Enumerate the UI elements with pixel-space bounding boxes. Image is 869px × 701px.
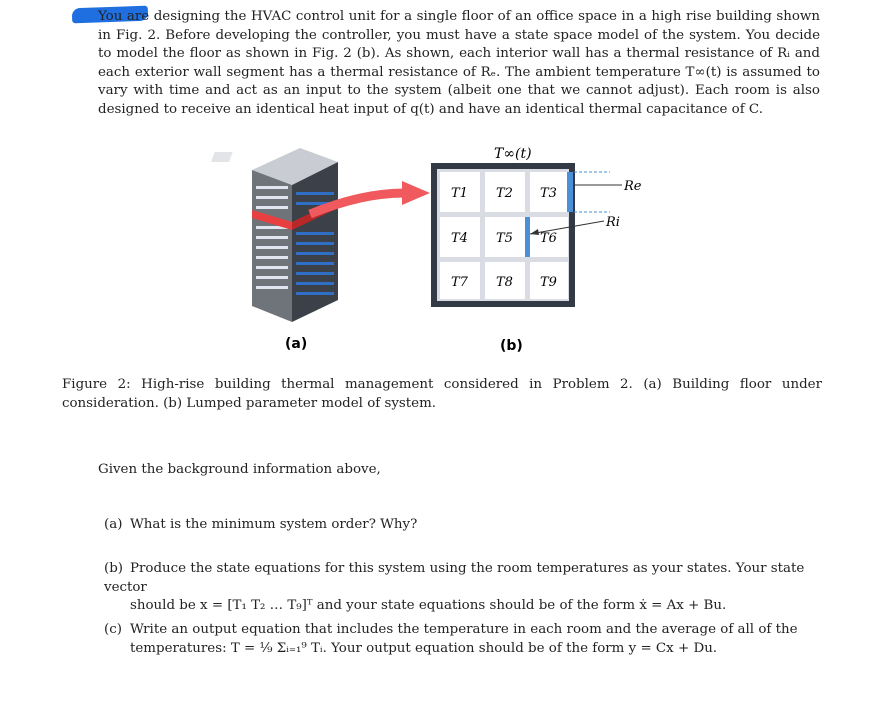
room-label-t8: T8	[496, 275, 513, 290]
room-label-t7: T7	[451, 275, 468, 290]
room-label-t6: T6	[540, 231, 557, 246]
room-label-t1: T1	[451, 186, 468, 201]
question-text: What is the minimum system order? Why?	[130, 517, 418, 532]
given-statement: Given the background information above,	[98, 462, 381, 477]
subfigure-label-b: (b)	[500, 338, 523, 354]
question-text-continued: should be x = [T₁ T₂ … T₉]ᵀ and your state equations should be of the form ẋ = Ax + Bu.	[130, 598, 727, 614]
re-label: Re	[624, 179, 642, 194]
interior-wall-highlight	[525, 217, 530, 257]
question-text: Produce the state equations for this system using the room temperatures as your states. Your state vector	[104, 561, 805, 595]
building-illustration	[211, 148, 338, 322]
figure-caption: Figure 2: High-rise building thermal management considered in Problem 2. (a) Building floor under consideration. (b) Lumped parameter model of system.	[62, 377, 822, 411]
question-label: (c)	[104, 622, 122, 637]
question-text-continued: temperatures: T = ⅑ Σᵢ₌₁⁹ Tᵢ. Your output equation should be of the form y = Cx + Du.	[130, 640, 718, 656]
room-label-t9: T9	[540, 275, 557, 290]
subfigure-label-a: (a)	[285, 336, 308, 352]
question-label: (b)	[104, 561, 124, 576]
room-label-t3: T3	[540, 186, 557, 201]
question-label: (a)	[104, 517, 123, 532]
room-label-t5: T5	[496, 231, 513, 246]
room-label-t4: T4	[451, 231, 468, 246]
question-b	[104, 560, 820, 616]
problem-paragraph: You are designing the HVAC control unit for a single floor of an office space in a high rise building shown in Fig. 2. Before developing the controller, you must have a state space model of the system. You decide to model the floor as shown in Fig. 2 (b). As shown, each interior wall has a thermal resistance of Rᵢ and each exterior wall segment has a thermal resistance of Rₑ. The ambient temperature T∞(t) is assumed to vary with time and act as an input to the system (albeit one that we cannot adjust). Each room is also designed to receive an identical heat input of q(t) and have an identical thermal capacitance of C.	[98, 9, 820, 117]
question-a	[104, 516, 820, 535]
room-label-t2: T2	[496, 186, 513, 201]
pointer-arrow-head	[402, 181, 430, 205]
question-c	[104, 621, 820, 658]
ri-label: Ri	[606, 215, 620, 230]
exterior-wall-highlight	[567, 172, 573, 212]
ambient-temperature-label: T∞(t)	[494, 146, 532, 162]
question-text: Write an output equation that includes the temperature in each room and the average of all of the	[130, 622, 798, 637]
